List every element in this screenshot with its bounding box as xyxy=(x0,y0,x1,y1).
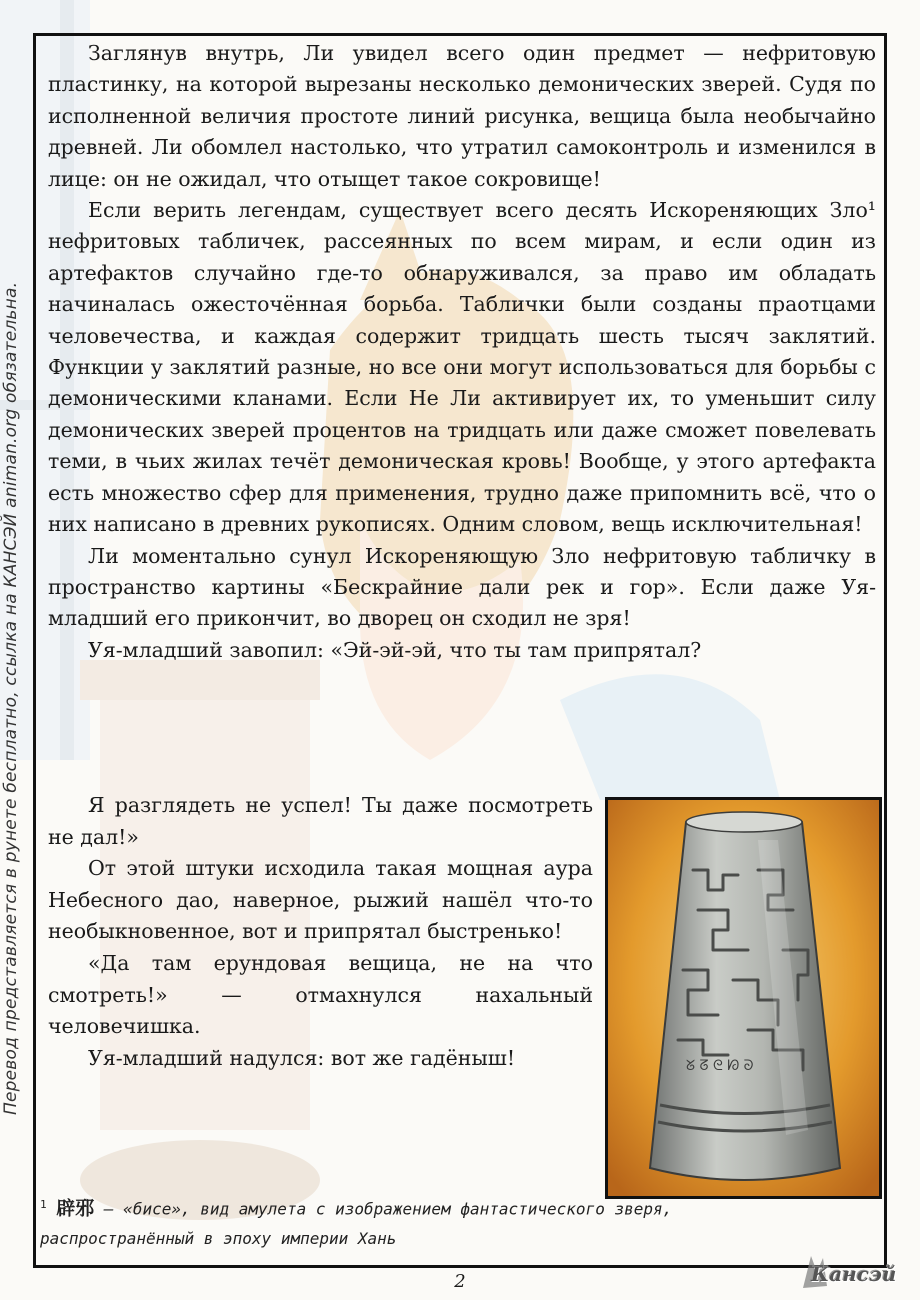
translation-credit: Перевод представляется в рунете бесплатно, ссылка на КАНСЭЙ animan.org обязательна. xyxy=(1,281,21,1115)
paragraph: Заглянув внутрь, Ли увидел всего один предмет — нефритовую пластинку, на которой вырезаны несколько демонических зверей. Судя по исполненной величия простоте линий рисунка, вещица была необычайно древней. Ли обомлел настолько, что утратил самоконтроль и изменился в лице: он не ожидал, что отыщет такое сокровище! xyxy=(48,41,876,191)
footnote xyxy=(40,1190,780,1254)
paragraph: Уя-младший надулся: вот же гадёныш! xyxy=(88,1045,516,1070)
tablet-glyphs: ᘜ ᘔ ᘓ ᘗ ᘐ xyxy=(686,1058,754,1074)
narrow-text xyxy=(48,790,593,1074)
page-number: 2 xyxy=(454,1271,466,1292)
footnote-line-2: распространённый в эпоху империи Хань xyxy=(40,1229,397,1249)
publisher-logo xyxy=(793,1248,903,1296)
paragraph: Если верить легендам, существует всего десять Искореняющих Зло¹ нефритовых табличек, рассеянных по всем мирам, и если один из артефактов случайно где-то обнаруживался, за право им обладать начиналась ожесточённая борьба. Таблички были созданы праотцами человечества, и каждая содержит тридцать шесть тысяч заклятий. Функции у заклятий разные, но все они могут использоваться для борьбы с демоническими кланами. Если Не Ли активирует их, то уменьшит силу демонических зверей процентов на тридцать или даже сможет повелевать теми, в чьих жилах течёт демоническая кровь! Вообще, у этого артефакта есть множество сфер для применения, трудно даже припомнить всё, что о них написано в древних рукописях. Одним словом, вещь исключительная! xyxy=(48,198,876,537)
footnote-term: 辟邪 xyxy=(56,1197,95,1220)
paragraph: Я разглядеть не успел! Ты даже посмотреть не дал!» xyxy=(48,793,593,849)
paragraph: «Да там ерундовая вещица, не на что смотреть!» — отмахнулся нахальный человечишка. xyxy=(48,950,593,1039)
jade-tablet-image xyxy=(608,800,879,1196)
footnote-mark: 1 xyxy=(40,1198,47,1211)
main-text xyxy=(48,38,876,666)
paragraph: Уя-младший завопил: «Эй-эй-эй, что ты там припрятал? xyxy=(88,637,702,662)
logo-text: Кансэй xyxy=(811,1262,897,1286)
footnote-line-1 xyxy=(40,1190,780,1224)
paragraph: Ли моментально сунул Искореняющую Зло нефритовую табличку в пространство картины «Бескрайние дали рек и гор». Если даже Уя-младший его прикончит, во дворец он сходил не зря! xyxy=(48,543,876,631)
paragraph: От этой штуки исходила такая мощная аура Небесного дао, наверное, рыжий нашёл что-то необыкновенное, вот и припрятал быстренько! xyxy=(48,856,593,944)
jade-tablet-illustration xyxy=(605,797,882,1199)
footnote-text: – «бисе», вид амулета с изображением фантастического зверя, xyxy=(94,1199,673,1219)
